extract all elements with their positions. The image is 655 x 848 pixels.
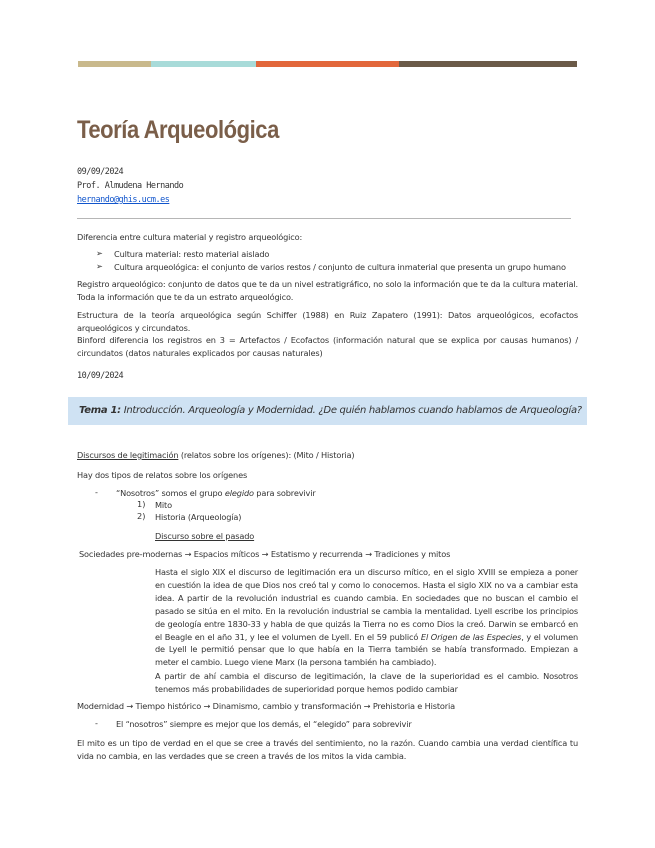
dash-bullet: - (95, 718, 98, 728)
paragraph-binford: Binford diferencia los registros en 3 = Artefactos / Ecofactos (información natural que se explica por causas humanos) / circundatos (datos naturales explicados por causas naturales) (77, 335, 578, 358)
tema-label: Tema 1: (79, 405, 121, 416)
intro-text: Diferencia entre cultura material y registro arqueológico: (77, 232, 303, 242)
bullet-item: Cultura material: resto material aislado (114, 249, 270, 259)
origen-especies: El Origen de las Especies (420, 631, 522, 642)
dash-bullet: - (95, 487, 98, 497)
dos-tipos-text: Hay dos tipos de relatos sobre los orígenes (77, 470, 248, 480)
paragraph-siglo-xix (155, 566, 578, 669)
divider-line (77, 218, 571, 219)
paragraph-registro: Registro arqueológico: conjunto de datos que te da un nivel estratigráfico, no solo la información que te da la cultura material. Toda la información que te da un estrato arqueológico. (77, 279, 578, 302)
discursos-heading: Discursos de legitimación (77, 450, 179, 460)
para1-a: Hasta el siglo XIX el discurso de legitimación era un discurso mítico, en el siglo XVIII se empieza a poner en cuestión la idea de que Dios nos creó tal y como lo conocemos. Hasta el siglo XIX no va a cambiar esta idea. A partir de la revolución industrial es cuando cambia. En sociedades que no buscan el cambio el pasado se sitúa en el mito. En la revolución industrial se cambia la mentalidad. Lyell escribe los principios de geología entre 1830-33 y habla de que quizás la Tierra no es como Dios la creó. Darwin se embarcó en el Beagle en el año 31, y lee el volumen de Lyell. En el 59 publicó (155, 567, 578, 642)
date-label-2: 10/09/2024 (77, 371, 124, 381)
nosotros-line (116, 487, 576, 500)
professor-label: Prof. Almudena Hernando (77, 181, 184, 191)
modernidad-line: Modernidad → Tiempo histórico → Dinamismo, cambio y transformación → Prehistoria e Historia (77, 701, 455, 711)
date-label: 09/09/2024 (77, 167, 124, 177)
arrow-bullet-icon: ➢ (96, 248, 103, 258)
list-number: 2) (137, 511, 146, 521)
bullet-item: Cultura arqueológica: el conjunto de varios restos / conjunto de cultura inmaterial que presenta un grupo humano (114, 262, 566, 272)
arrow-bullet-icon: ➢ (96, 261, 103, 271)
discurso-pasado-heading: Discurso sobre el pasado (155, 531, 255, 541)
list-item-mito: Mito (155, 500, 172, 510)
header-bar-3 (256, 61, 399, 67)
paragraph-estructura: Estructura de la teoría arqueológica según Schiffer (1988) en Ruiz Zapatero (1991): Datos arqueológicos, ecofactos arqueológicos y circundatos. (77, 310, 578, 333)
document-title: Teoría Arqueológica (77, 116, 279, 144)
paragraph-mito: El mito es un tipo de verdad en el que se cree a través del sentimiento, no la razón. Cuando cambia una verdad científica tu vida no cambia, en las verdades que se creen a través de los mitos la vida cambia. (77, 738, 578, 761)
nosotros-mejor-line: El “nosotros” siempre es mejor que los demás, el “elegido” para sobrevivir (116, 719, 412, 729)
list-item-historia: Historia (Arqueología) (155, 512, 242, 522)
header-bar-4 (399, 61, 577, 67)
discursos-line (77, 449, 578, 462)
tema-heading (79, 405, 582, 416)
sociedades-line: Sociedades pre-modernas → Espacios míticos → Estatismo y recurrenda → Tradiciones y mitos (79, 549, 451, 559)
nosotros-a: “Nosotros” somos el grupo (116, 488, 225, 498)
para1-b: , y el volumen de Lyell le permitió pensar que lo que había en la Tierra también se había transformado. Empiezan a meter el cambio. Luego viene Marx (la persona también ha cambiado). (155, 631, 578, 668)
discursos-rest: (relatos sobre los orígenes): (Mito / Historia) (178, 450, 355, 460)
header-bar-2 (151, 61, 256, 67)
nosotros-em: elegido (224, 488, 254, 498)
nosotros-b: para sobrevivir (253, 488, 316, 498)
header-bar-1 (78, 61, 151, 67)
email-link[interactable]: hernando@ghis.ucm.es (77, 195, 170, 205)
paragraph-a-partir: A partir de ahí cambia el discurso de legitimación, la clave de la superioridad es el cambio. Nosotros tenemos más probabilidades de superioridad porque hemos podido cambiar (155, 671, 578, 694)
list-number: 1) (137, 499, 146, 509)
tema-title: Introducción. Arqueología y Modernidad. ¿De quién hablamos cuando hablamos de Arqueología? (120, 405, 582, 416)
